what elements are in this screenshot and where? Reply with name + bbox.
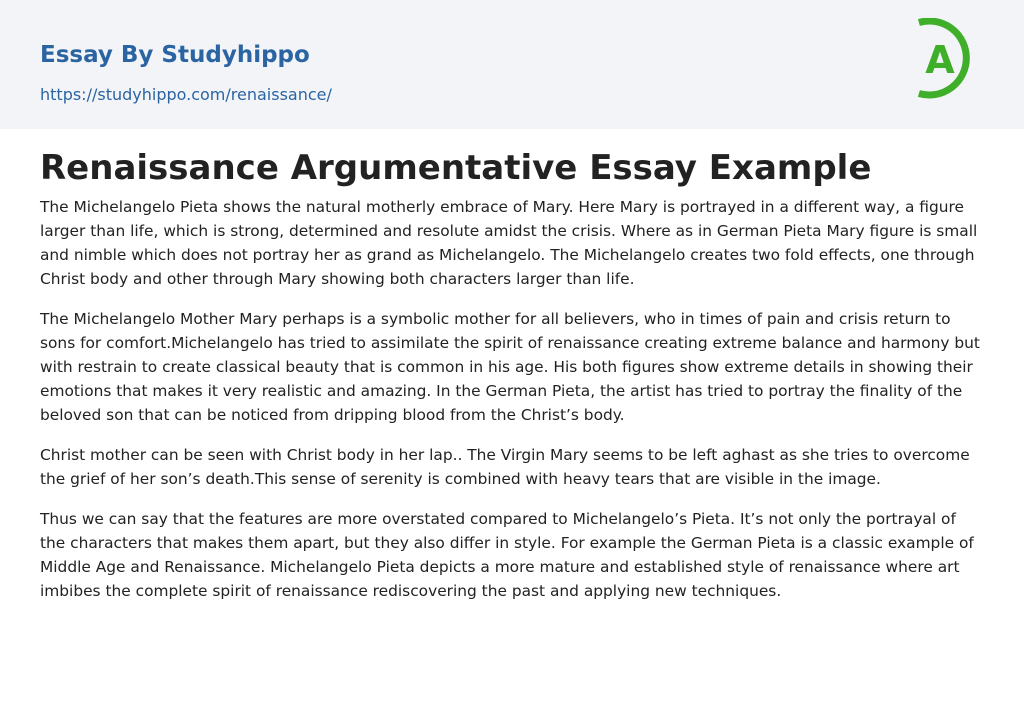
logo-letter: A bbox=[925, 38, 955, 82]
paragraph: The Michelangelo Pieta shows the natural motherly embrace of Mary. Here Mary is portrayed in a different way, a figure larger than life, which is strong, determined and resolute amidst the crisis. Where as in German Pieta Mary figure is small and nimble which does not portray her as grand as Michelangelo. The Michelangelo creates two fold effects, one through Christ body and other through Mary showing both characters larger than life. bbox=[40, 198, 978, 288]
paragraph: The Michelangelo Mother Mary perhaps is a symbolic mother for all believers, who in times of pain and crisis return to sons for comfort.Michelangelo has tried to assimilate the spirit of renaissance creating extreme balance and harmony but with restrain to create classical beauty that is common in his age. His both figures show extreme details in showing their emotions that makes it very realistic and amazing. In the German Pieta, the artist has tried to portray the finality of the beloved son that can be noticed from dripping blood from the Christ’s body. bbox=[40, 310, 980, 424]
site-header bbox=[0, 0, 1024, 129]
source-url-link[interactable]: https://studyhippo.com/renaissance/ bbox=[40, 85, 332, 104]
essay-body bbox=[40, 195, 984, 619]
paragraph: Thus we can say that the features are more overstated compared to Michelangelo’s Pieta. It’s not only the portrayal of the characters that makes them apart, but they also differ in style. For example the German Pieta is a classic example of Middle Age and Renaissance. Michelangelo Pieta depicts a more mature and established style of renaissance where art imbibes the complete spirit of renaissance rediscovering the past and applying new techniques. bbox=[40, 510, 974, 600]
circle-a-logo-icon[interactable] bbox=[910, 18, 988, 106]
brand-title[interactable]: Essay By Studyhippo bbox=[40, 42, 310, 68]
paragraph: Christ mother can be seen with Christ body in her lap.. The Virgin Mary seems to be left aghast as she tries to overcome the grief of her son’s death.This sense of serenity is combined with heavy tears that are visible in the image. bbox=[40, 446, 970, 488]
page-title: Renaissance Argumentative Essay Example bbox=[40, 148, 872, 188]
